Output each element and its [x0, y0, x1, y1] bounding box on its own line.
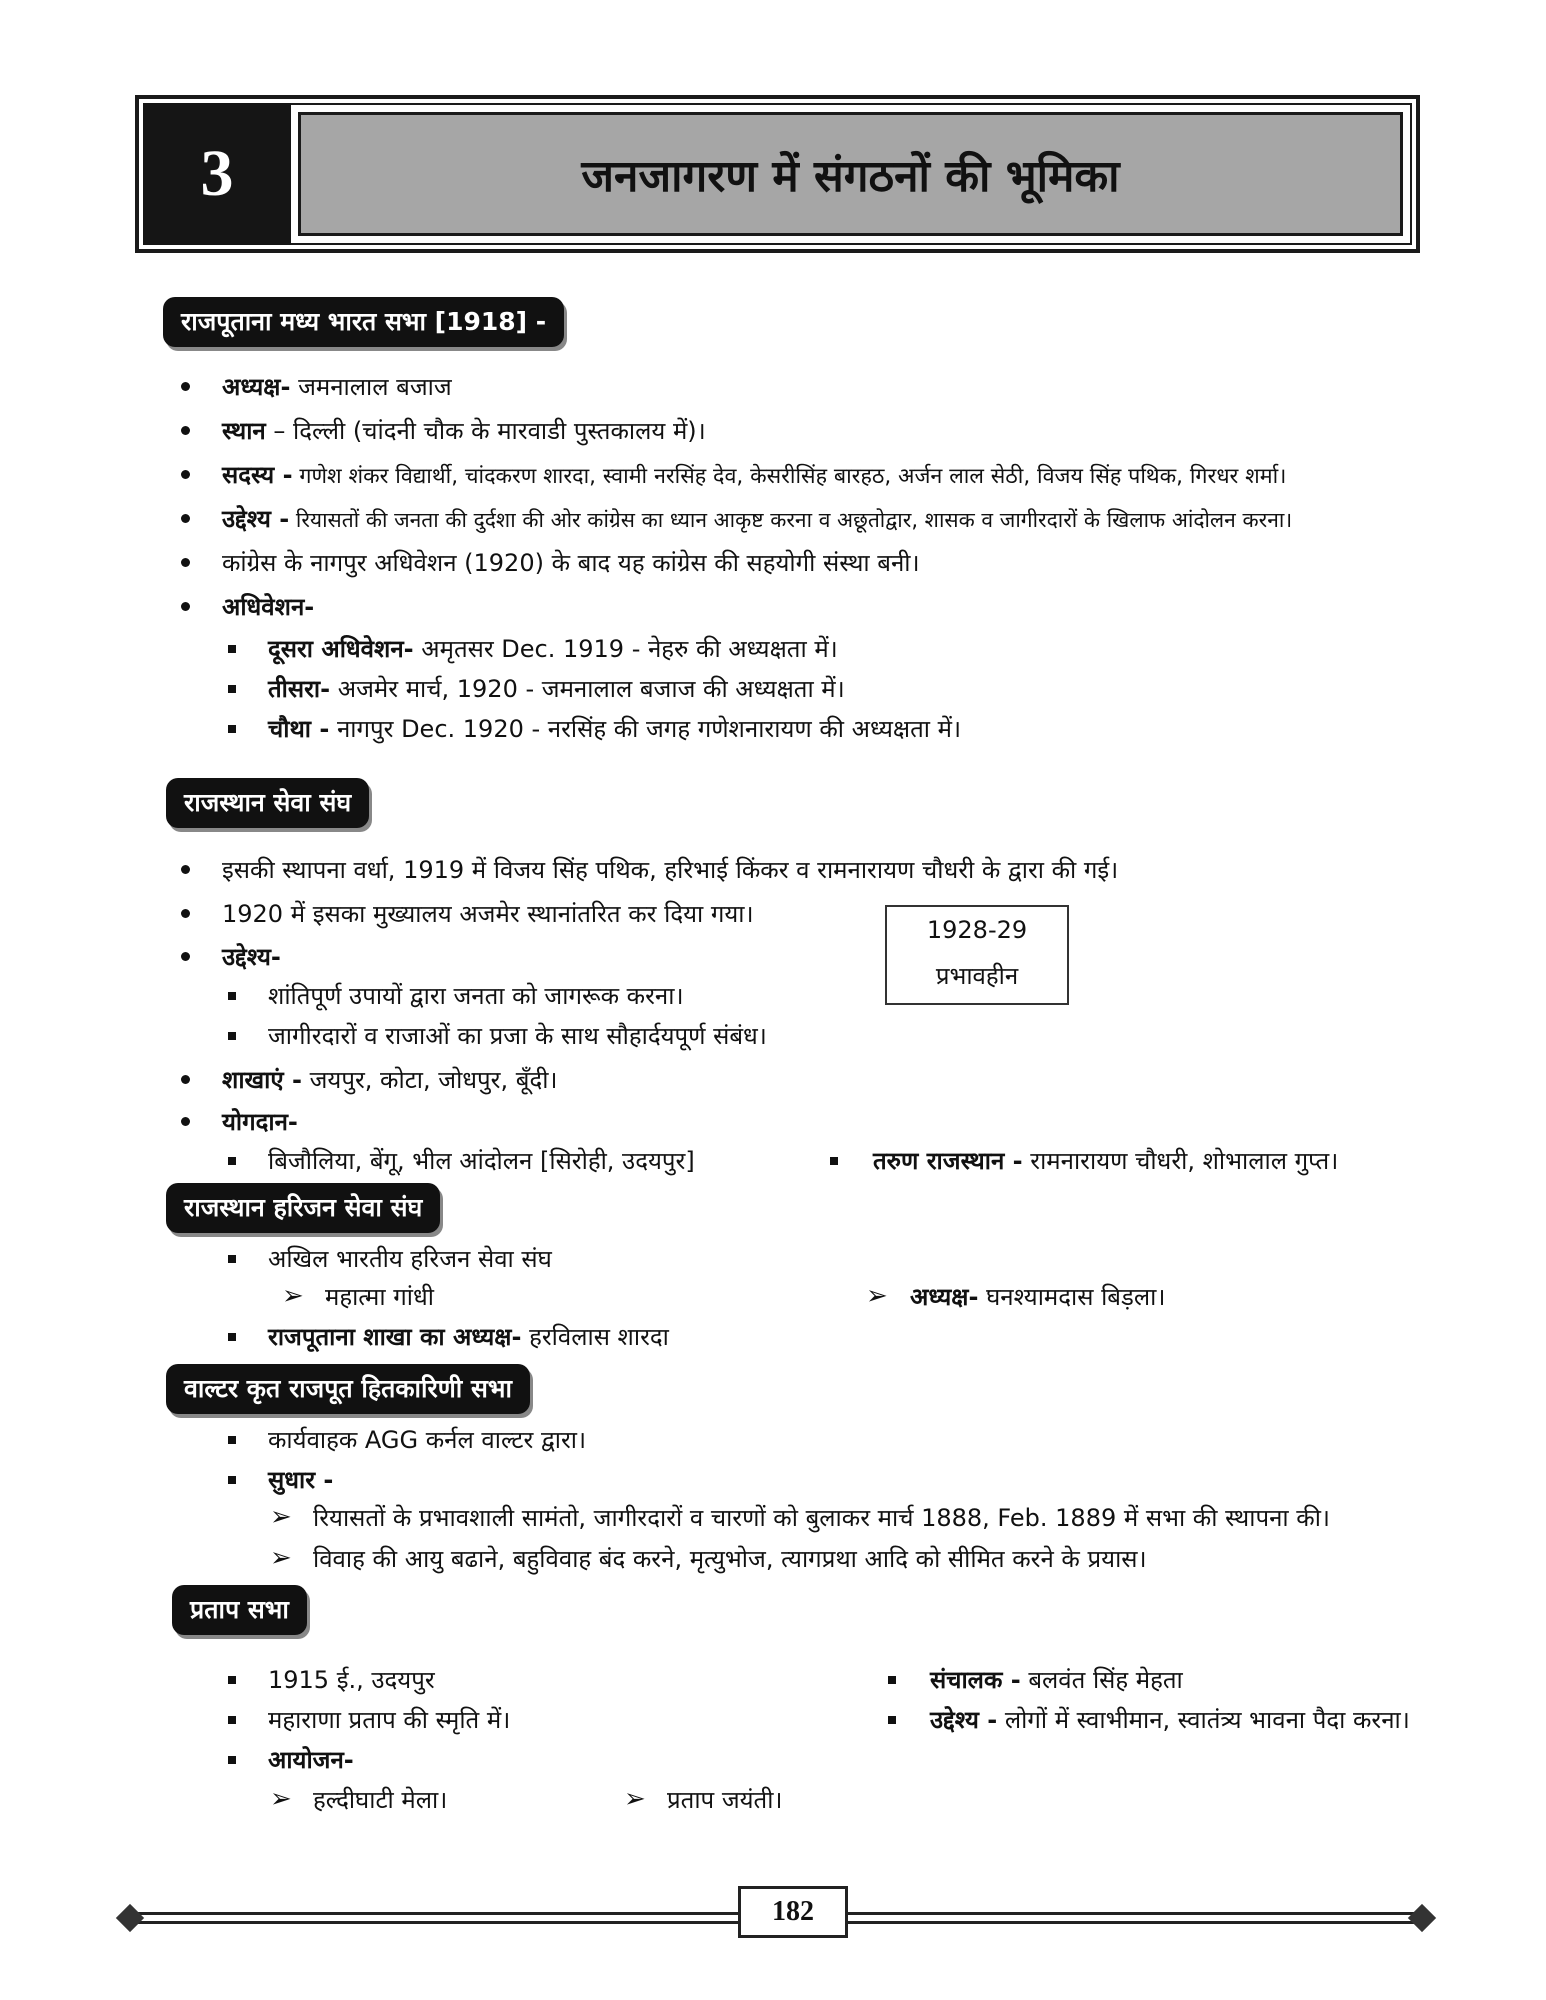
bullet-dot [181, 602, 190, 611]
page-number: 182 [738, 1886, 848, 1938]
session-item: दूसरा अधिवेशन- अमृतसर Dec. 1919 - नेहरु की अध्यक्षता में। [268, 635, 838, 663]
bullet-dot [181, 1117, 190, 1126]
list-item: उद्देश्य - रियासतों की जनता की दुर्दशा की ओर कांग्रेस का ध्यान आकृष्ट करना व अछूतोद्वार, शासक व जागीरदारों के खिलाफ आंदोलन करना। [222, 505, 1293, 533]
list-item: कांग्रेस के नागपुर अधिवेशन (1920) के बाद यह कांग्रेस की सहयोगी संस्था बनी। [222, 549, 920, 577]
pratap-item: 1915 ई., उदयपुर [268, 1666, 435, 1694]
chapter-number: 3 [143, 103, 291, 245]
note-status: प्रभावहीन [935, 962, 1019, 990]
arrow-bullet-icon: ➢ [282, 1281, 304, 1311]
bullet-square [228, 685, 236, 693]
section-heading-pratap: प्रताप सभा [172, 1585, 307, 1635]
pratap-item: संचालक - बलवंत सिंह मेहता [930, 1666, 1183, 1694]
arrow-bullet-icon: ➢ [270, 1784, 292, 1814]
event-item: प्रताप जयंती। [667, 1786, 783, 1814]
section-heading-rajputana: राजपूताना मध्य भारत सभा [1918] - [163, 297, 564, 347]
bullet-square [830, 1157, 838, 1165]
aim-item: शांतिपूर्ण उपायों द्वारा जनता को जागरूक करना। [268, 982, 684, 1010]
list-item: 1920 में इसका मुख्यालय अजमेर स्थानांतरित कर दिया गया। [222, 900, 754, 928]
reform-item: विवाह की आयु बढाने, बहुविवाह बंद करने, मृत्युभोज, त्यागप्रथा आदि को सीमित करने के प्रयास। [313, 1545, 1147, 1573]
bullet-dot [181, 382, 190, 391]
list-item: शाखाएं - जयपुर, कोटा, जोधपुर, बूँदी। [222, 1066, 558, 1094]
pratap-item: आयोजन- [268, 1746, 354, 1774]
walter-item: कार्यवाहक AGG कर्नल वाल्टर द्वारा। [268, 1426, 587, 1454]
note-year: 1928-29 [926, 916, 1028, 944]
bullet-square [228, 1157, 236, 1165]
bullet-square [228, 1716, 236, 1724]
bullet-dot [181, 558, 190, 567]
session-item: तीसरा- अजमेर मार्च, 1920 - जमनालाल बजाज की अध्यक्षता में। [268, 675, 845, 703]
bullet-dot [181, 952, 190, 961]
section-heading-walter: वाल्टर कृत राजपूत हितकारिणी सभा [166, 1364, 530, 1414]
chapter-title: जनजागरण में संगठनों की भूमिका [581, 151, 1120, 202]
list-item: इसकी स्थापना वर्धा, 1919 में विजय सिंह पथिक, हरिभाई किंकर व रामनारायण चौधरी के द्वारा की गई। [222, 856, 1119, 884]
contrib-item: बिजौलिया, बेंगू, भील आंदोलन [सिरोही, उदयपुर] [268, 1147, 695, 1175]
arrow-bullet-icon: ➢ [270, 1502, 292, 1532]
bullet-square [228, 1255, 236, 1263]
list-item: सदस्य - गणेश शंकर विद्यार्थी, चांदकरण शारदा, स्वामी नरसिंह देव, केसरीसिंह बारहठ, अर्जन लाल सेठी, विजय सिंह पथिक, गिरधर शर्मा। [222, 461, 1287, 489]
harijan-item: अखिल भारतीय हरिजन सेवा संघ [268, 1245, 552, 1273]
arrow-bullet-icon: ➢ [866, 1281, 888, 1311]
list-item: अध्यक्ष- जमनालाल बजाज [222, 373, 452, 401]
list-item: उद्देश्य- [222, 943, 281, 971]
bullet-dot [181, 426, 190, 435]
bullet-square [228, 1756, 236, 1764]
footer-diamond-right [1408, 1904, 1436, 1932]
contrib-item: तरुण राजस्थान - रामनारायण चौधरी, शोभालाल गुप्त। [873, 1147, 1339, 1175]
harijan-subitem: महात्मा गांधी [325, 1283, 434, 1311]
bullet-square [228, 1333, 236, 1341]
bullet-dot [181, 470, 190, 479]
bullet-dot [181, 514, 190, 523]
pratap-item: महाराणा प्रताप की स्मृति में। [268, 1706, 511, 1734]
reform-item: रियासतों के प्रभावशाली सामंतो, जागीरदारों व चारणों को बुलाकर मार्च 1888, Feb. 1889 में सभा की स्थापना की। [313, 1504, 1331, 1532]
harijan-item: राजपूताना शाखा का अध्यक्ष- हरविलास शारदा [268, 1323, 669, 1351]
chapter-title-box [298, 112, 1403, 236]
aim-item: जागीरदारों व राजाओं का प्रजा के साथ सौहार्दयपूर्ण संबंध। [268, 1022, 767, 1050]
bullet-square [228, 645, 236, 653]
arrow-bullet-icon: ➢ [270, 1543, 292, 1573]
pratap-item: उद्देश्य - लोगों में स्वाभीमान, स्वातंत्र्य भावना पैदा करना। [930, 1706, 1410, 1734]
bullet-square [228, 1436, 236, 1444]
harijan-subitem: अध्यक्ष- घनश्यामदास बिड़ला। [910, 1283, 1166, 1311]
session-item: चौथा - नागपुर Dec. 1920 - नरसिंह की जगह गणेशनारायण की अध्यक्षता में। [268, 715, 962, 743]
note-box [885, 905, 1069, 1005]
list-item: योगदान- [222, 1108, 298, 1136]
bullet-dot [181, 909, 190, 918]
bullet-square [888, 1676, 896, 1684]
footer-diamond-left [116, 1904, 144, 1932]
bullet-square [228, 1032, 236, 1040]
bullet-dot [181, 1075, 190, 1084]
bullet-square [228, 1476, 236, 1484]
list-item: अधिवेशन- [222, 593, 315, 621]
bullet-square [888, 1716, 896, 1724]
section-heading-harijan: राजस्थान हरिजन सेवा संघ [166, 1183, 440, 1233]
bullet-dot [181, 865, 190, 874]
walter-item: सुधार - [268, 1466, 334, 1494]
list-item: स्थान – दिल्ली (चांदनी चौक के मारवाडी पुस्तकालय में)। [222, 417, 706, 445]
arrow-bullet-icon: ➢ [624, 1784, 646, 1814]
bullet-square [228, 1676, 236, 1684]
bullet-square [228, 725, 236, 733]
event-item: हल्दीघाटी मेला। [313, 1786, 448, 1814]
section-heading-seva-sangh: राजस्थान सेवा संघ [166, 778, 369, 828]
bullet-square [228, 992, 236, 1000]
